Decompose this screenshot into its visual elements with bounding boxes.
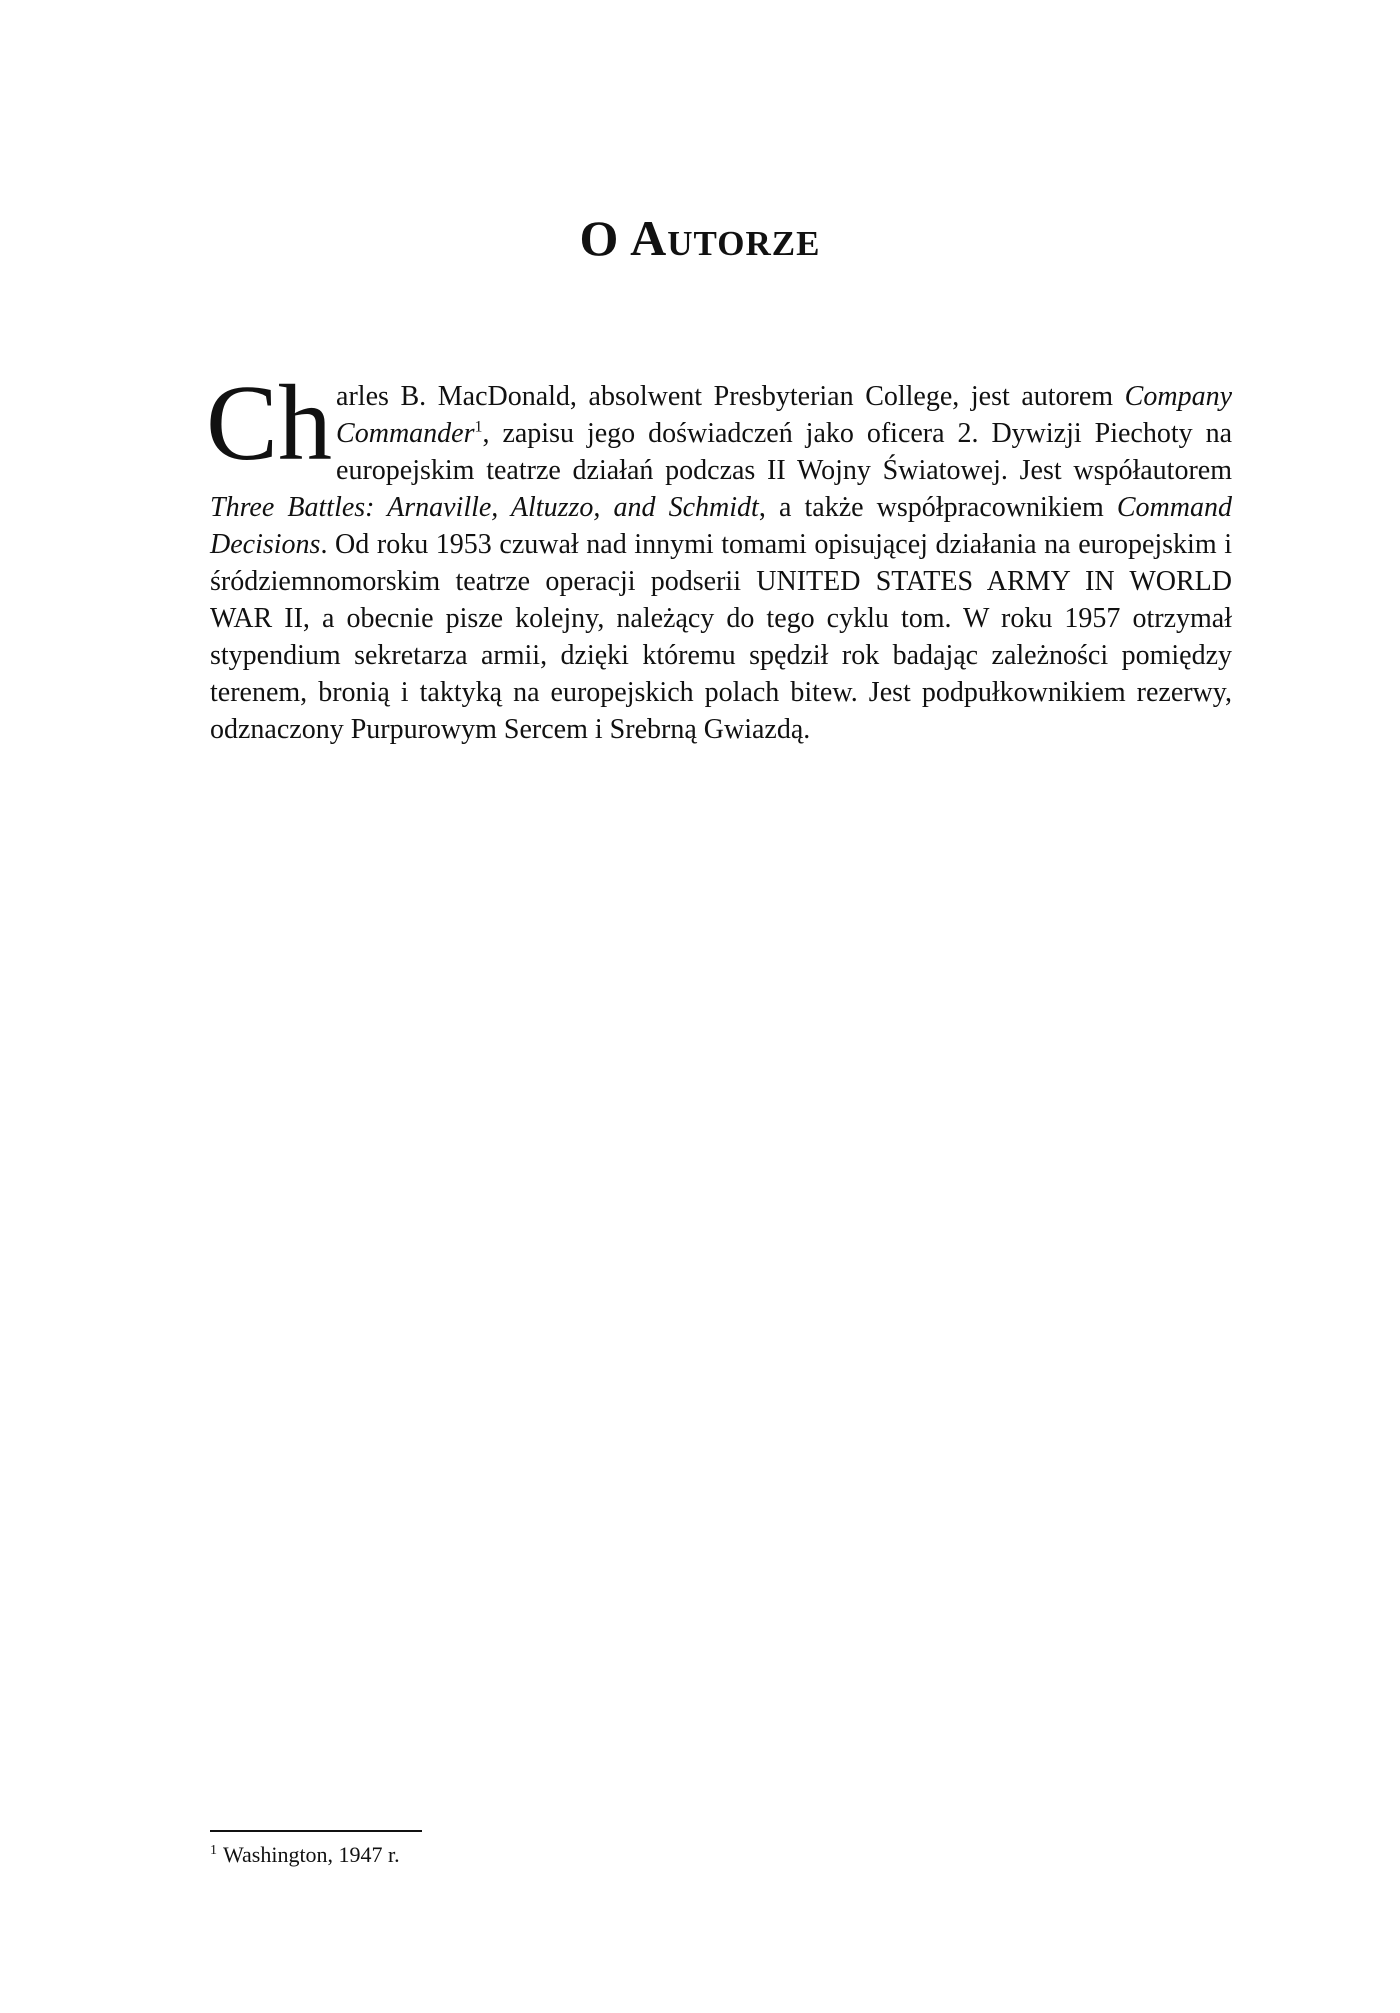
footnote-divider: [210, 1830, 422, 1832]
drop-cap: Ch: [206, 364, 333, 483]
footnote-text: Washington, 1947 r.: [223, 1842, 400, 1867]
footnote: [210, 1840, 400, 1870]
footnote-mark: 1: [210, 1842, 217, 1858]
page-title: O Autorze: [579, 210, 821, 266]
bio-text-2: , zapisu jego doświadczeń jako oficera 2. Dywizji Piechoty na europejskim teatrze działań podczas II Wojny Światowej. Jest współautorem: [336, 418, 1232, 486]
book-title-three-battles: Three Battles: Arnaville, Altuzzo, and Schmidt: [210, 492, 759, 523]
bio-text-4: . Od roku 1953 czuwał nad innymi tomami opisującej działania na europejskim i śródziemnomorskim teatrze operacji podserii UNITED STATES ARMY IN WORLD WAR II, a obecnie pisze kolejny, należący do tego cyklu tom. W roku 1957 otrzymał stypendium sekretarza armii, dzięki któremu spędził rok badając zależności pomiędzy terenem, bronią i taktyką na europejskich polach bitew. Jest podpułkownikiem rezerwy, odznaczony Purpurowym Sercem i Srebrną Gwiazdą.: [210, 529, 1232, 745]
footnote-reference: 1: [474, 418, 483, 436]
author-bio-paragraph: [206, 364, 1232, 748]
bio-text-3: , a także współpracownikiem: [758, 492, 1117, 523]
book-title-company-commander: Company Commander: [336, 381, 1232, 449]
bio-text-1: arles B. MacDonald, absolwent Presbyterian College, jest autorem: [336, 381, 1125, 412]
book-title-command-decisions: Command Decisions: [210, 492, 1232, 560]
